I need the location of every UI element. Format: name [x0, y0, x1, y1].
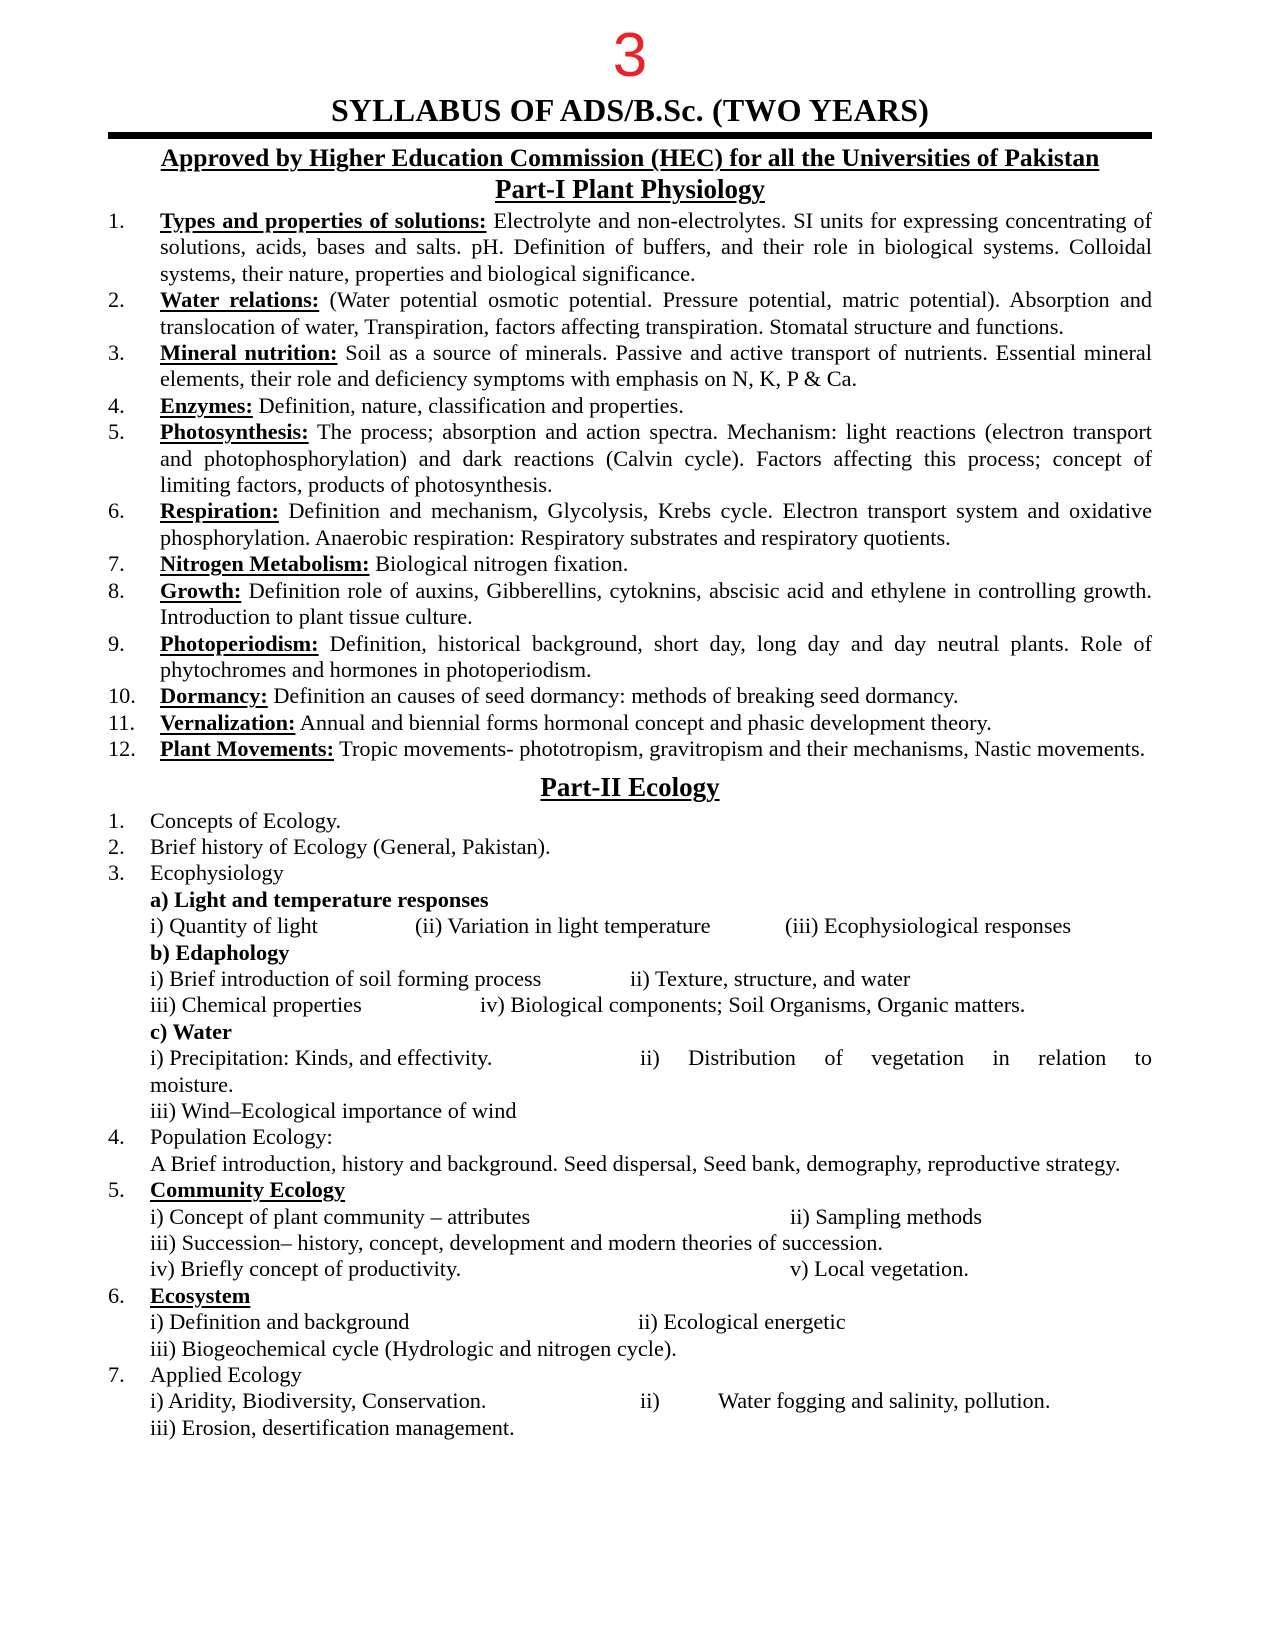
- item-text: Definition an causes of seed dormancy: methods of breaking seed dormancy.: [273, 683, 959, 709]
- sub-item: i) Concept of plant community – attributes: [150, 1203, 531, 1229]
- list-item: [108, 834, 1152, 860]
- item-text: Soil as a source of minerals. Passive and active transport of nutrients. Essential mineral elements, their role and deficiency symptoms with emphasis on N, K, P & Ca.: [160, 340, 1152, 392]
- item-text: The process; absorption and action spectra. Mechanism: light reactions (electron transport and photophosphorylation) and dark reactions (Calvin cycle). Factors affecting this process; concept of limiting factors, products of photosynthesis.: [160, 419, 1152, 498]
- item-body: [150, 1124, 1152, 1177]
- sub-row: [150, 1388, 1152, 1414]
- list-item: [108, 340, 1152, 393]
- item-body: [160, 393, 1152, 419]
- list-item: [108, 631, 1152, 684]
- subheading-b: b) Edaphology: [150, 939, 290, 965]
- item-text: Definition and mechanism, Glycolysis, Krebs cycle. Electron transport system and oxidative phosphorylation. Anaerobic respiration: Respiratory substrates and respiratory quotients.: [160, 498, 1152, 550]
- sub-line: iii) Biogeochemical cycle (Hydrologic and nitrogen cycle).: [150, 1335, 677, 1361]
- item-text: (Water potential osmotic potential. Pressure potential, matric potential). Absorption and translocation of water, Transpiration, factors affecting transpiration. Stomatal structure and functions.: [160, 287, 1153, 339]
- sub-item: iii) Chemical properties: [150, 992, 362, 1018]
- sub-item: ii) Sampling methods: [790, 1203, 982, 1229]
- sub-item: (iii) Ecophysiological responses: [785, 913, 1072, 939]
- sub-row: [150, 1256, 1152, 1282]
- sub-row: [150, 1309, 1152, 1335]
- item-term: Photosynthesis:: [160, 419, 309, 445]
- list-item: [108, 287, 1152, 340]
- part1-list: [108, 208, 1152, 763]
- item-body: [160, 498, 1152, 551]
- item-body: [160, 419, 1152, 498]
- sub-row: [150, 1045, 1152, 1071]
- sub-item: ii) Distribution of vegetation in relation to: [640, 1045, 1152, 1071]
- sub-row: [150, 913, 1152, 939]
- item-number: 2.: [108, 833, 125, 859]
- list-item: [108, 1283, 1152, 1362]
- part2-list: [108, 808, 1152, 1442]
- item-body: [150, 860, 1152, 1124]
- subheading-a: a) Light and temperature responses: [150, 886, 489, 912]
- sub-item: ii) Ecological energetic: [638, 1309, 846, 1335]
- list-item: [108, 683, 1152, 709]
- sub-item: i) Definition and background: [150, 1309, 410, 1335]
- item-number: 9.: [108, 630, 125, 656]
- list-item: [108, 208, 1152, 287]
- sub-item: (ii) Variation in light temperature: [415, 913, 711, 939]
- sub-item: Water fogging and salinity, pollution.: [718, 1388, 1051, 1414]
- item-number: 6.: [108, 498, 125, 524]
- item-body: [160, 710, 1152, 736]
- item-text: Definition, historical background, short day, long day and day neutral plants. Role of phytochromes and hormones in photoperiodism.: [160, 630, 1152, 682]
- item-term: Photoperiodism:: [160, 630, 319, 656]
- item-body: [160, 578, 1152, 631]
- item-text: Definition, nature, classification and properties.: [258, 392, 684, 418]
- list-item: [108, 736, 1152, 762]
- sub-item: i) Brief introduction of soil forming process: [150, 965, 542, 991]
- item-number: 7.: [108, 1362, 125, 1388]
- item-number: 11.: [108, 709, 136, 735]
- item-term: Growth:: [160, 577, 242, 603]
- item-term: Types and properties of solutions:: [160, 208, 487, 233]
- item-term: Respiration:: [160, 498, 279, 524]
- item-number: 8.: [108, 577, 125, 603]
- part1-heading: Part-I Plant Physiology: [495, 174, 765, 204]
- list-item: [108, 860, 1152, 1124]
- sub-item: iv) Biological components; Soil Organisms, Organic matters.: [480, 992, 1026, 1018]
- item-body: [150, 1177, 1152, 1283]
- item-number: 4.: [108, 392, 125, 418]
- sub-line: iii) Succession– history, concept, development and modern theories of succession.: [150, 1230, 883, 1256]
- item-number: 5.: [108, 419, 125, 445]
- item-term: Plant Movements:: [160, 736, 334, 762]
- sub-item: v) Local vegetation.: [790, 1256, 969, 1282]
- list-item: [108, 419, 1152, 498]
- item-number: 6.: [108, 1282, 125, 1308]
- item-number: 2.: [108, 287, 125, 313]
- item-paragraph: A Brief introduction, history and background. Seed dispersal, Seed bank, demography, reproductive strategy.: [150, 1150, 1121, 1176]
- sub-line: iii) Wind–Ecological importance of wind: [150, 1098, 517, 1123]
- item-number: 5.: [108, 1177, 125, 1203]
- item-term: Dormancy:: [160, 683, 268, 709]
- item-title: Applied Ecology: [150, 1362, 302, 1388]
- sub-item: i) Aridity, Biodiversity, Conservation.: [150, 1388, 487, 1414]
- item-body: [160, 551, 1152, 577]
- item-text: Biological nitrogen fixation.: [375, 551, 629, 577]
- item-text: Electrolyte and non-electrolytes. SI units for expressing concentrating of solutions, acids, bases and salts. pH. Definition of buffers, and their role in biological systems. Colloidal systems, their nature, properties and biological significance.: [160, 208, 1153, 286]
- item-number: 10.: [108, 683, 136, 709]
- item-number: 3.: [108, 340, 125, 366]
- sub-line: iii) Erosion, desertification management.: [150, 1414, 515, 1440]
- item-body: [150, 1362, 1152, 1441]
- title-rule: [108, 132, 1152, 139]
- item-number: 4.: [108, 1124, 125, 1150]
- item-number: 1.: [108, 807, 125, 833]
- list-item: [108, 710, 1152, 736]
- item-body: Concepts of Ecology.: [150, 807, 342, 833]
- item-title: Population Ecology:: [150, 1124, 333, 1150]
- item-term: Mineral nutrition:: [160, 340, 338, 366]
- list-item: [108, 551, 1152, 577]
- item-title: Ecosystem: [150, 1282, 251, 1308]
- item-number: 7.: [108, 551, 125, 577]
- item-body: [160, 208, 1152, 287]
- list-item: [108, 393, 1152, 419]
- item-term: Water relations:: [160, 287, 320, 313]
- sub-item: iv) Briefly concept of productivity.: [150, 1256, 462, 1282]
- sub-item: ii) Texture, structure, and water: [630, 965, 911, 991]
- item-term: Nitrogen Metabolism:: [160, 551, 370, 577]
- approved-line: [108, 142, 1152, 173]
- item-text: Annual and biennial forms hormonal concept and phasic development theory.: [299, 709, 992, 735]
- list-item: [108, 578, 1152, 631]
- item-number: 1.: [108, 208, 125, 233]
- list-item: [108, 1362, 1152, 1441]
- item-number: 12.: [108, 736, 136, 762]
- item-term: Enzymes:: [160, 392, 253, 418]
- item-body: Brief history of Ecology (General, Pakistan).: [150, 833, 551, 859]
- item-title: Community Ecology: [150, 1177, 346, 1203]
- sub-row: [150, 1204, 1152, 1230]
- approved-text: Approved by Higher Education Commission (HEC) for all the Universities of Pakistan: [160, 143, 1100, 172]
- sub-row: [150, 966, 1152, 992]
- item-title: Ecophysiology: [150, 860, 284, 886]
- item-body: [160, 683, 1152, 709]
- item-body: [160, 340, 1152, 393]
- item-body: [160, 736, 1152, 762]
- sub-line: moisture.: [150, 1071, 234, 1097]
- page-number: 3: [612, 21, 648, 90]
- sub-item: i) Quantity of light: [150, 913, 318, 939]
- item-body: [160, 287, 1152, 340]
- sub-row: [150, 992, 1152, 1018]
- item-text: Tropic movements- phototropism, gravitropism and their mechanisms, Nastic movements.: [339, 736, 1146, 762]
- subheading-c: c) Water: [150, 1018, 232, 1044]
- sub-item: i) Precipitation: Kinds, and effectivity.: [150, 1045, 493, 1071]
- list-item: [108, 1177, 1152, 1283]
- item-text: Definition role of auxins, Gibberellins, cytoknins, abscisic acid and ethylene in controlling growth. Introduction to plant tissue culture.: [160, 577, 1152, 630]
- document-title: SYLLABUS OF ADS/B.Sc. (TWO YEARS): [330, 92, 930, 128]
- item-number: 3.: [108, 860, 125, 886]
- sub-item: ii): [640, 1388, 660, 1414]
- list-item: [108, 808, 1152, 834]
- item-body: [150, 1283, 1152, 1362]
- part2-heading: Part-II Ecology: [540, 771, 720, 802]
- list-item: [108, 498, 1152, 551]
- item-body: [160, 631, 1152, 684]
- item-term: Vernalization:: [160, 709, 296, 735]
- list-item: [108, 1124, 1152, 1177]
